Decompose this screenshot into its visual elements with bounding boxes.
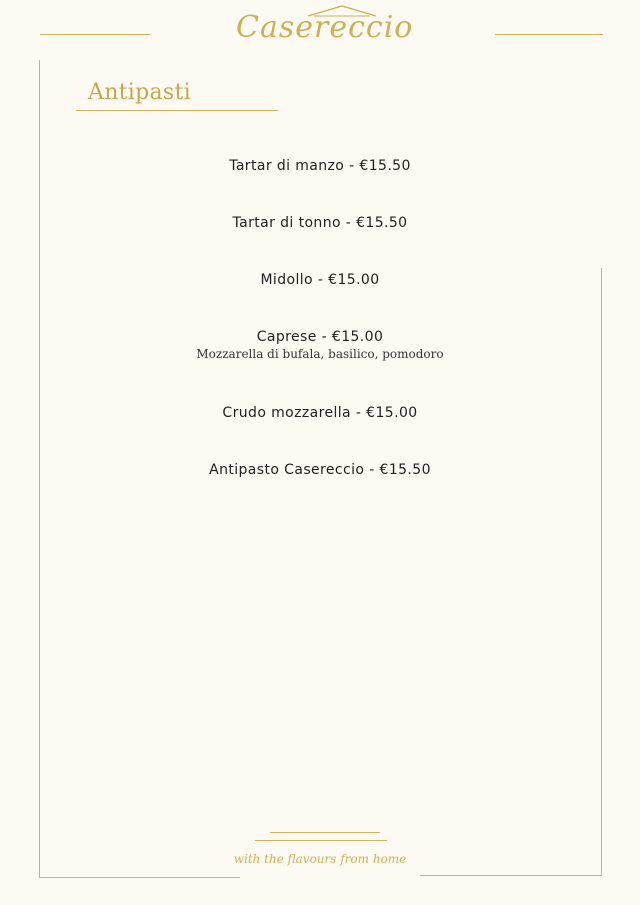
menu-item	[0, 272, 640, 329]
menu-item-name: Tartar di manzo - €15.50	[229, 158, 411, 174]
brand-logo	[236, 4, 414, 56]
menu-item	[0, 462, 640, 519]
menu-item	[0, 158, 640, 215]
menu-item-name: Crudo mozzarella - €15.00	[222, 405, 418, 421]
menu-item	[0, 329, 640, 405]
menu-item-name: Midollo - €15.00	[260, 272, 380, 288]
menu-item	[0, 215, 640, 272]
bottom-left-rule	[40, 877, 240, 878]
menu-item-description: Mozzarella di bufala, basilico, pomodoro	[196, 347, 444, 361]
bottom-right-rule	[420, 875, 602, 876]
menu-item-name: Antipasto Casereccio - €15.50	[209, 462, 431, 478]
top-right-rule	[495, 34, 603, 35]
menu-item-name: Tartar di tonno - €15.50	[232, 215, 408, 231]
section-underline	[76, 110, 278, 111]
footer-rule-upper	[270, 832, 380, 833]
menu-list	[0, 158, 640, 519]
top-left-rule	[40, 34, 150, 35]
menu-item	[0, 405, 640, 462]
section-title: Antipasti	[88, 80, 191, 105]
brand-logo-text: Casereccio	[236, 10, 414, 45]
footer-tagline: with the flavours from home	[233, 852, 407, 866]
menu-item-name: Caprese - €15.00	[256, 329, 384, 345]
footer-rule-lower	[255, 840, 387, 841]
